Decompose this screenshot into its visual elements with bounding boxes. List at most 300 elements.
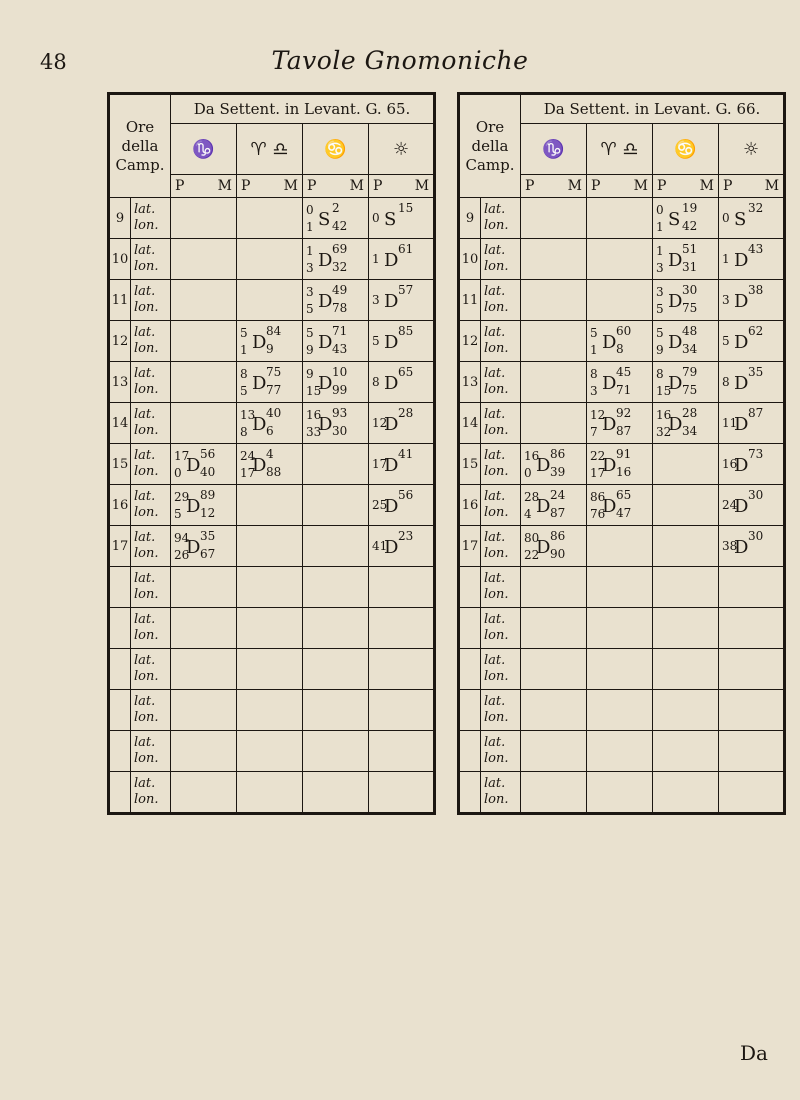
value-part-bl: 5: [306, 302, 314, 316]
value-cell-content: [303, 772, 368, 812]
value-cell: [303, 526, 369, 567]
value-part-sym: D: [536, 455, 551, 476]
value-part-tr: 87: [748, 406, 764, 420]
value-cell: [303, 731, 369, 772]
hour-cell: 15: [459, 444, 481, 485]
lon-label: lon.: [134, 710, 159, 725]
table-row: [459, 280, 785, 321]
lat-lon-cell: [481, 403, 521, 444]
value-cell: [653, 567, 719, 608]
value-part-sym: D: [668, 373, 683, 394]
value-cell: [171, 731, 237, 772]
value-part-tr: 71: [332, 324, 348, 338]
hour-cell: 10: [109, 239, 131, 280]
value-part-br: 16: [616, 465, 632, 479]
value-cell-content: [719, 444, 783, 484]
value-cell-content: [653, 526, 718, 566]
pm-p-label: P: [591, 178, 601, 194]
value-part-sym: D: [384, 373, 399, 394]
hour-cell: 12: [459, 321, 481, 362]
value-part-br: 87: [616, 424, 632, 438]
value-cell-content: [171, 280, 236, 320]
value-cell-content: [369, 567, 433, 607]
value-part-tr: 92: [616, 406, 632, 420]
value-cell: [171, 608, 237, 649]
lat-lon-cell: [481, 321, 521, 362]
value-part-tl: 16: [656, 408, 672, 422]
value-part-ml: 38: [722, 539, 738, 553]
lat-label: lat.: [134, 776, 156, 791]
lat-lon-cell: [131, 526, 171, 567]
value-cell: [587, 649, 653, 690]
pm-p-label: P: [307, 178, 317, 194]
value-part-ml: 3: [372, 293, 380, 307]
value-part-tl: 1: [306, 244, 314, 258]
value-cell: [369, 362, 435, 403]
value-part-bl: 1: [590, 343, 598, 357]
lat-lon-cell: [481, 649, 521, 690]
value-part-br: 42: [682, 219, 698, 233]
pm-header-inner: [587, 178, 652, 194]
hour-cell: [109, 731, 131, 772]
value-part-sym: D: [602, 373, 617, 394]
value-cell-content: [521, 772, 586, 812]
pm-header: [303, 175, 369, 198]
value-cell-content: [369, 649, 433, 689]
value-cell: [653, 321, 719, 362]
value-part-ml: 11: [722, 416, 738, 430]
value-cell-content: [171, 731, 236, 771]
value-cell-content: [653, 649, 718, 689]
lat-lon-cell: [131, 198, 171, 239]
lon-label: lon.: [134, 300, 159, 315]
value-cell: [653, 485, 719, 526]
value-cell: [369, 649, 435, 690]
lat-lon-cell: [131, 567, 171, 608]
value-part-tr: 30: [748, 488, 764, 502]
lat-lon-cell: [481, 567, 521, 608]
value-cell: [171, 485, 237, 526]
value-part-tl: 5: [656, 326, 664, 340]
value-part-ml: 0: [722, 211, 730, 225]
value-part-bl: 5: [240, 384, 248, 398]
table-row: [459, 649, 785, 690]
value-cell-content: [303, 649, 368, 689]
value-part-br: 75: [682, 383, 698, 397]
value-cell-content: [653, 485, 718, 525]
value-cell: [653, 608, 719, 649]
value-part-tr: 65: [616, 488, 632, 502]
value-part-tr: 43: [748, 242, 764, 256]
value-part-tl: 16: [524, 449, 540, 463]
value-cell: [587, 772, 653, 814]
value-cell: [171, 403, 237, 444]
value-part-br: 40: [200, 465, 216, 479]
value-part-tl: 94: [174, 531, 190, 545]
value-part-tr: 35: [200, 529, 216, 543]
lat-lon-cell: [481, 731, 521, 772]
value-cell: [237, 403, 303, 444]
hour-cell: [109, 772, 131, 814]
value-cell-content: [237, 485, 302, 525]
value-part-tl: 5: [240, 326, 248, 340]
value-part-br: 87: [550, 506, 566, 520]
value-part-ml: 5: [372, 334, 380, 348]
hour-cell: 9: [109, 198, 131, 239]
value-cell-content: [719, 280, 783, 320]
value-cell: [237, 772, 303, 814]
value-part-bl: 33: [306, 425, 322, 439]
value-cell-content: [521, 239, 586, 279]
value-cell-content: [521, 198, 586, 238]
value-part-ml: 12: [372, 416, 388, 430]
lat-label: lat.: [134, 653, 156, 668]
value-cell: [521, 362, 587, 403]
value-cell: [521, 567, 587, 608]
value-part-sym: D: [252, 414, 267, 435]
table-row: [459, 198, 785, 239]
value-cell-content: [719, 198, 783, 238]
value-part-tr: 91: [616, 447, 632, 461]
value-cell: [521, 485, 587, 526]
value-cell: [369, 444, 435, 485]
value-cell-content: [521, 280, 586, 320]
value-cell: [653, 731, 719, 772]
value-cell-content: [237, 649, 302, 689]
hour-cell: 12: [109, 321, 131, 362]
value-cell: [719, 567, 785, 608]
value-cell-content: [303, 403, 368, 443]
page-title: Tavole Gnomoniche: [271, 46, 529, 75]
pm-header-inner: [719, 178, 783, 194]
value-part-sym: D: [536, 496, 551, 517]
value-part-sym: D: [384, 455, 399, 476]
pm-p-label: P: [175, 178, 185, 194]
value-cell: [521, 198, 587, 239]
value-part-bl: 0: [174, 466, 182, 480]
lat-lon-cell: [481, 526, 521, 567]
table-row: [459, 321, 785, 362]
value-cell-content: [237, 321, 302, 361]
value-cell: [237, 485, 303, 526]
value-cell-content: [369, 526, 433, 566]
value-cell-content: [369, 731, 433, 771]
value-part-tr: 60: [616, 324, 632, 338]
value-cell: [303, 690, 369, 731]
value-cell-content: [719, 649, 783, 689]
value-cell-content: [303, 198, 368, 238]
value-cell: [521, 649, 587, 690]
value-part-tr: 89: [200, 488, 216, 502]
value-part-tr: 10: [332, 365, 348, 379]
value-cell: [653, 198, 719, 239]
table-row: [459, 485, 785, 526]
value-cell: [719, 198, 785, 239]
value-part-br: 90: [550, 547, 566, 561]
pm-p-label: P: [241, 178, 251, 194]
value-cell-content: [653, 690, 718, 730]
pm-header-inner: [521, 178, 586, 194]
value-part-sym: S: [734, 209, 747, 230]
table-row: [109, 567, 435, 608]
lat-label: lat.: [484, 776, 506, 791]
value-cell-content: [587, 731, 652, 771]
lat-lon-cell: [481, 444, 521, 485]
lon-label: lon.: [134, 546, 159, 561]
value-part-sym: D: [734, 250, 749, 271]
value-cell-content: [171, 239, 236, 279]
pm-m-label: M: [414, 178, 430, 194]
value-cell-content: [521, 731, 586, 771]
value-cell-content: [369, 280, 433, 320]
value-cell-content: [587, 403, 652, 443]
value-part-ml: 41: [372, 539, 388, 553]
hour-cell: 17: [459, 526, 481, 567]
value-cell: [369, 321, 435, 362]
hour-cell: 17: [109, 526, 131, 567]
lat-lon-cell: [481, 608, 521, 649]
lat-label: lat.: [134, 448, 156, 463]
lon-label: lon.: [134, 751, 159, 766]
value-cell-content: [171, 690, 236, 730]
ore-header-word: Camp.: [115, 155, 165, 174]
value-cell: [369, 526, 435, 567]
lat-lon-cell: [481, 280, 521, 321]
value-cell: [719, 526, 785, 567]
table-row: [459, 403, 785, 444]
value-part-ml: 3: [722, 293, 730, 307]
value-cell-content: [303, 239, 368, 279]
lat-label: lat.: [484, 530, 506, 545]
lon-label: lon.: [134, 423, 159, 438]
value-part-tr: 45: [616, 365, 632, 379]
value-cell: [653, 280, 719, 321]
value-cell: [719, 690, 785, 731]
hour-cell: 16: [109, 485, 131, 526]
value-part-tl: 13: [240, 408, 256, 422]
pm-p-label: P: [657, 178, 667, 194]
value-part-tr: 62: [748, 324, 764, 338]
value-part-br: 78: [332, 301, 348, 315]
lat-label: lat.: [134, 694, 156, 709]
value-part-ml: 1: [372, 252, 380, 266]
table-row: [109, 280, 435, 321]
value-cell-content: [237, 280, 302, 320]
value-part-bl: 15: [306, 384, 322, 398]
ore-header-word: della: [471, 136, 509, 155]
value-cell: [719, 772, 785, 814]
lon-label: lon.: [484, 546, 509, 561]
value-part-sym: D: [734, 455, 749, 476]
value-part-bl: 15: [656, 384, 672, 398]
value-cell-content: [587, 280, 652, 320]
lat-label: lat.: [484, 612, 506, 627]
value-part-br: 99: [332, 383, 348, 397]
value-cell: [587, 362, 653, 403]
value-cell-content: [171, 362, 236, 402]
lat-lon-cell: [131, 690, 171, 731]
value-cell-content: [303, 444, 368, 484]
value-cell: [587, 239, 653, 280]
value-cell: [521, 772, 587, 814]
value-cell: [521, 403, 587, 444]
pm-header-inner: [237, 178, 302, 194]
value-cell: [303, 649, 369, 690]
value-part-bl: 1: [240, 343, 248, 357]
lat-lon-cell: [131, 608, 171, 649]
value-cell-content: [369, 444, 433, 484]
value-part-tl: 9: [306, 367, 314, 381]
value-part-tr: 57: [398, 283, 414, 297]
value-cell: [237, 690, 303, 731]
value-part-tl: 3: [656, 285, 664, 299]
value-part-tr: 75: [266, 365, 282, 379]
lat-lon-cell: [481, 362, 521, 403]
value-cell: [303, 239, 369, 280]
lon-label: lon.: [134, 218, 159, 233]
zodiac-sign-icon: ♋: [653, 124, 719, 175]
value-part-tr: 86: [550, 529, 566, 543]
value-part-tl: 17: [174, 449, 190, 463]
ore-header-word: della: [121, 136, 159, 155]
value-cell: [587, 731, 653, 772]
lat-label: lat.: [134, 243, 156, 258]
value-part-sym: D: [384, 291, 399, 312]
value-cell-content: [303, 690, 368, 730]
value-part-sym: D: [734, 414, 749, 435]
lat-lon-cell: [131, 444, 171, 485]
page-number: 48: [40, 50, 67, 74]
value-part-sym: D: [318, 414, 333, 435]
value-cell: [237, 198, 303, 239]
lat-label: lat.: [134, 325, 156, 340]
value-part-tr: 73: [748, 447, 764, 461]
value-cell-content: [653, 608, 718, 648]
value-cell: [653, 526, 719, 567]
hour-cell: [109, 608, 131, 649]
value-part-tr: 4: [266, 447, 274, 461]
value-cell-content: [237, 567, 302, 607]
value-cell-content: [653, 772, 718, 812]
lon-label: lon.: [134, 259, 159, 274]
value-cell-content: [237, 731, 302, 771]
value-part-sym: D: [734, 496, 749, 517]
value-cell: [369, 403, 435, 444]
value-part-tr: 79: [682, 365, 698, 379]
value-cell-content: [521, 649, 586, 689]
value-cell: [171, 239, 237, 280]
lat-lon-cell: [481, 198, 521, 239]
value-cell: [237, 321, 303, 362]
table-row: [459, 239, 785, 280]
zodiac-sign-icon: ♑: [171, 124, 237, 175]
value-part-bl: 17: [240, 466, 256, 480]
value-part-tr: 30: [748, 529, 764, 543]
lat-label: lat.: [484, 243, 506, 258]
lon-label: lon.: [484, 710, 509, 725]
pm-header: [369, 175, 435, 198]
value-part-bl: 26: [174, 548, 190, 562]
value-part-ml: 8: [372, 375, 380, 389]
value-part-sym: D: [186, 496, 201, 517]
value-part-tl: 16: [306, 408, 322, 422]
value-part-tl: 5: [590, 326, 598, 340]
lat-lon-cell: [131, 280, 171, 321]
table-row: [109, 362, 435, 403]
value-cell-content: [653, 198, 718, 238]
value-part-tr: 32: [748, 201, 764, 215]
value-part-sym: D: [384, 414, 399, 435]
value-cell-content: [653, 362, 718, 402]
value-cell: [237, 608, 303, 649]
value-cell-content: [587, 239, 652, 279]
hour-cell: 11: [109, 280, 131, 321]
value-cell: [719, 362, 785, 403]
value-part-sym: D: [252, 373, 267, 394]
value-cell-content: [653, 444, 718, 484]
value-part-bl: 3: [590, 384, 598, 398]
value-part-sym: D: [384, 332, 399, 353]
value-cell: [171, 567, 237, 608]
table-row: [109, 690, 435, 731]
lat-lon-cell: [481, 239, 521, 280]
lat-lon-cell: [481, 772, 521, 814]
lat-label: lat.: [484, 202, 506, 217]
value-part-tl: 3: [306, 285, 314, 299]
value-cell-content: [719, 772, 783, 812]
pm-m-label: M: [283, 178, 299, 194]
value-part-tr: 41: [398, 447, 414, 461]
value-part-tr: 19: [682, 201, 698, 215]
gnomonic-table-left: [107, 92, 436, 815]
pm-header-inner: [171, 178, 236, 194]
value-cell-content: [369, 772, 433, 812]
lat-lon-cell: [131, 649, 171, 690]
value-part-sym: D: [186, 455, 201, 476]
value-part-sym: S: [668, 209, 681, 230]
hour-cell: 9: [459, 198, 481, 239]
value-cell: [237, 567, 303, 608]
value-cell-content: [171, 649, 236, 689]
value-cell: [587, 280, 653, 321]
value-cell: [521, 444, 587, 485]
hour-cell: 11: [459, 280, 481, 321]
value-cell: [653, 444, 719, 485]
value-cell: [303, 608, 369, 649]
lat-lon-cell: [481, 690, 521, 731]
value-cell-content: [653, 239, 718, 279]
value-part-tr: 49: [332, 283, 348, 297]
zodiac-sign-icon: ♈︎ ♎︎: [237, 124, 303, 175]
value-cell: [369, 690, 435, 731]
value-part-sym: D: [668, 414, 683, 435]
value-cell: [719, 403, 785, 444]
lon-label: lon.: [484, 382, 509, 397]
table-row: [109, 485, 435, 526]
catchword: Da: [740, 1041, 768, 1065]
value-part-tr: 15: [398, 201, 414, 215]
value-part-bl: 4: [524, 507, 532, 521]
lon-label: lon.: [484, 587, 509, 602]
value-part-sym: D: [668, 291, 683, 312]
value-cell: [587, 608, 653, 649]
value-part-tr: 84: [266, 324, 282, 338]
pm-m-label: M: [567, 178, 583, 194]
value-part-tr: 2: [332, 201, 340, 215]
value-cell: [369, 731, 435, 772]
value-cell-content: [719, 485, 783, 525]
value-cell-content: [369, 321, 433, 361]
